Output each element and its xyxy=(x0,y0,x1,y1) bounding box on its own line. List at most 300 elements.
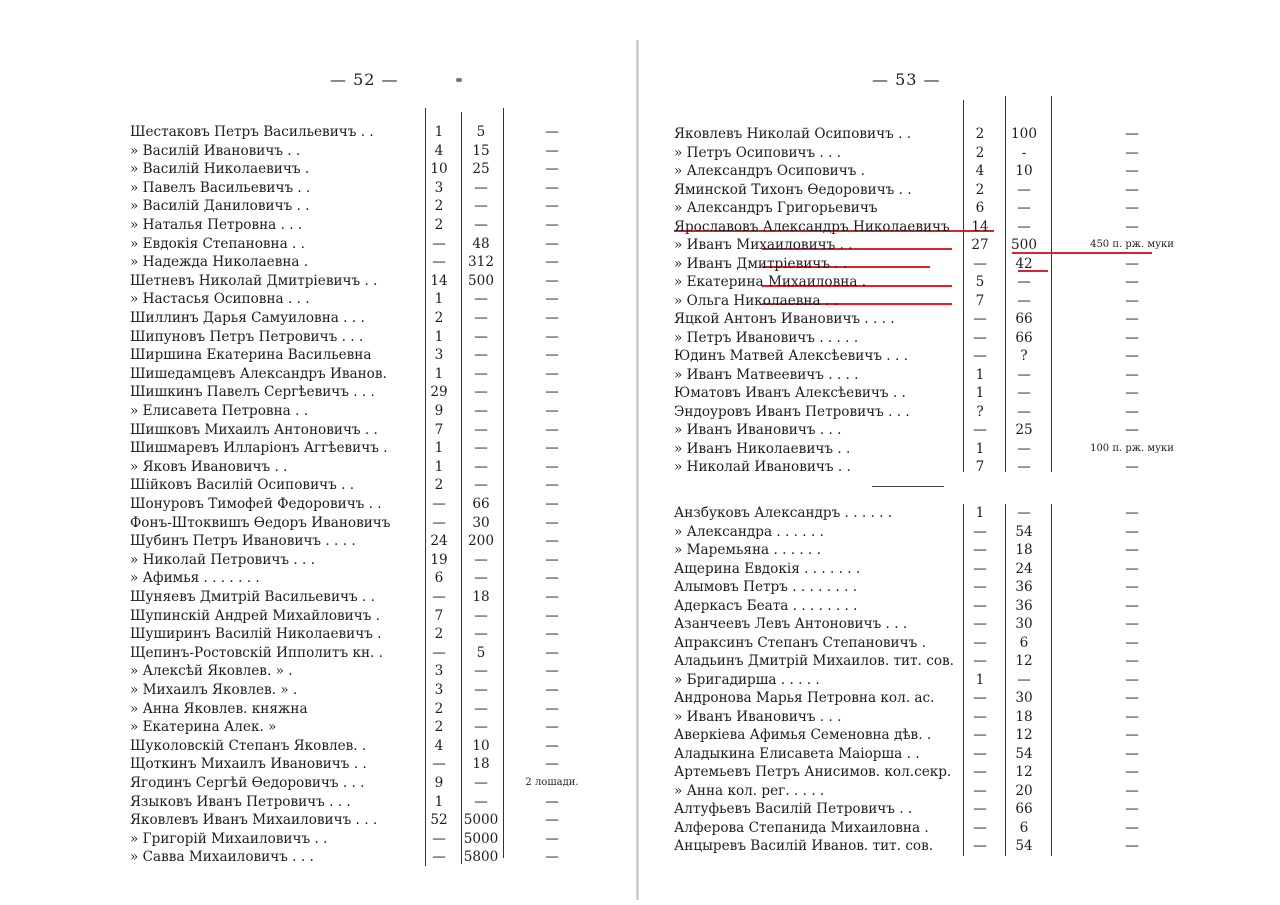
entry-name: Ярославовъ Александръ Николаевичъ xyxy=(674,218,950,235)
table-row xyxy=(130,680,600,700)
entry-name: Яковлевъ Иванъ Михаиловичъ . . . xyxy=(130,812,378,829)
entry-name: » Петръ Ивановичъ . . . . . xyxy=(674,329,859,346)
entry-name: Яминской Тихонъ Ѳедоровичъ . . xyxy=(674,181,912,198)
amount-value: — xyxy=(1017,366,1031,383)
amount-value: 6 xyxy=(1019,819,1029,836)
souls-count: 7 xyxy=(975,459,985,475)
note-value: — xyxy=(1125,385,1139,401)
amount-value: 54 xyxy=(1015,745,1033,762)
entry-name: Алферова Степанида Михаиловна . xyxy=(674,819,929,836)
table-row xyxy=(130,847,600,867)
note-value: — xyxy=(1125,163,1139,179)
amount-value: — xyxy=(474,793,488,810)
table-row xyxy=(674,439,1234,459)
note-value: — xyxy=(545,179,559,196)
table-row xyxy=(674,818,1234,838)
souls-count: 1 xyxy=(975,671,985,688)
table-row xyxy=(674,457,1234,477)
table-row xyxy=(130,513,600,533)
entry-name: Ширшина Екатерина Васильевна xyxy=(130,347,372,364)
table-row xyxy=(674,799,1234,819)
souls-count: 3 xyxy=(434,179,444,196)
note-value: — xyxy=(1125,690,1139,706)
entry-name: Шиллинъ Дарья Самуиловна . . . xyxy=(130,310,365,326)
amount-value: — xyxy=(474,440,488,457)
table-row xyxy=(674,383,1234,403)
note-value: — xyxy=(1125,403,1139,420)
amount-value: — xyxy=(474,365,488,382)
table-row xyxy=(674,688,1234,708)
table-row xyxy=(130,531,600,551)
table-row xyxy=(130,289,600,309)
table-row xyxy=(674,198,1234,218)
entry-name: Анцыревъ Василій Иванов. тит. сов. xyxy=(674,838,934,854)
note-value: — xyxy=(1125,144,1139,161)
table-row xyxy=(130,643,600,663)
souls-count: 4 xyxy=(434,142,444,159)
souls-count: 7 xyxy=(975,292,985,309)
table-row xyxy=(674,161,1234,181)
amount-value: 5 xyxy=(476,644,486,661)
entry-name: » Евдокія Степановна . . xyxy=(130,235,305,252)
souls-count: 5 xyxy=(975,274,985,290)
souls-count: — xyxy=(973,764,987,780)
entry-name: Ягодинъ Сергѣй Ѳедоровичъ . . . xyxy=(130,775,365,791)
entry-name: » Бригадирша . . . . . xyxy=(674,671,820,688)
souls-count: — xyxy=(432,514,446,531)
amount-value: 6 xyxy=(1019,634,1029,651)
amount-value: 200 xyxy=(468,533,494,550)
note-value: — xyxy=(545,124,559,140)
note-value: — xyxy=(1125,181,1139,198)
souls-count: 29 xyxy=(430,384,448,401)
table-row xyxy=(130,754,600,774)
amount-value: ? xyxy=(1020,348,1028,364)
note-value: — xyxy=(1125,200,1139,216)
left-page xyxy=(0,0,636,905)
table-row xyxy=(130,234,600,254)
souls-count: 1 xyxy=(975,366,985,383)
souls-count: 3 xyxy=(434,347,444,364)
note-value: — xyxy=(545,254,559,271)
souls-count: — xyxy=(432,830,446,847)
note-value: — xyxy=(1125,255,1139,272)
entry-name: Фонъ-Штоквишъ Ѳедоръ Ивановичъ xyxy=(130,514,391,531)
entry-name: Шупинскій Андрей Михайловичъ . xyxy=(130,607,381,624)
amount-value: 66 xyxy=(1015,311,1033,327)
note-value: — xyxy=(545,737,559,754)
page-gutter xyxy=(636,40,639,900)
note-value: — xyxy=(1125,727,1139,743)
table-row xyxy=(674,346,1234,366)
note-value: — xyxy=(1125,505,1139,521)
entry-name: Яковлевъ Николай Осиповичъ . . xyxy=(674,126,912,142)
amount-value: 54 xyxy=(1015,838,1033,854)
note-value: — xyxy=(545,830,559,847)
entry-name: » Иванъ Николаевичъ . . xyxy=(674,440,851,457)
table-row xyxy=(130,773,600,793)
entry-name: Шишкинъ Павелъ Сергѣевичъ . . . xyxy=(130,384,375,401)
note-value: — xyxy=(1125,523,1139,540)
amount-value: — xyxy=(474,682,488,698)
souls-count: 1 xyxy=(975,385,985,401)
amount-value: 54 xyxy=(1015,523,1033,540)
amount-value: — xyxy=(474,477,488,494)
amount-value: 12 xyxy=(1015,764,1033,780)
table-row xyxy=(674,725,1234,745)
amount-value: 18 xyxy=(472,589,490,605)
table-row xyxy=(130,587,600,607)
souls-count: — xyxy=(973,616,987,632)
amount-value: 66 xyxy=(1015,329,1033,346)
table-row xyxy=(674,309,1234,329)
entry-name: Алтуфьевъ Василій Петровичъ . . xyxy=(674,801,913,817)
note-value: — xyxy=(1125,579,1139,595)
note-value: 2 лошади. xyxy=(525,777,579,788)
entry-name: Аладьинъ Дмитрій Михаилов. тит. сов. xyxy=(674,653,954,669)
amount-value: — xyxy=(474,179,488,196)
note-value: — xyxy=(545,421,559,438)
entry-name: » Николай Петровичъ . . . xyxy=(130,551,315,568)
souls-count: — xyxy=(973,597,987,614)
amount-value: 10 xyxy=(1015,163,1033,179)
souls-count: 2 xyxy=(434,700,444,717)
table-row xyxy=(130,401,600,421)
entry-name: Шуколовскій Степанъ Яковлев. . xyxy=(130,737,367,754)
souls-count: — xyxy=(973,560,987,577)
entry-name: Языковъ Иванъ Петровичъ . . . xyxy=(130,793,351,810)
souls-count: 4 xyxy=(975,163,985,179)
souls-count: 1 xyxy=(434,291,444,308)
amount-value: 500 xyxy=(468,272,494,289)
entry-name: » Надежда Николаевна . xyxy=(130,254,309,271)
souls-count: — xyxy=(973,523,987,540)
souls-count: 27 xyxy=(971,237,989,253)
amount-value: — xyxy=(474,403,488,419)
note-value: — xyxy=(1125,218,1139,235)
amount-value: 12 xyxy=(1015,727,1033,743)
amount-value: — xyxy=(474,775,488,791)
table-row xyxy=(674,272,1234,292)
table-row xyxy=(674,577,1234,597)
entry-name: Ащерина Евдокія . . . . . . . xyxy=(674,560,861,577)
amount-value: 18 xyxy=(1015,708,1033,725)
table-row xyxy=(674,651,1234,671)
souls-count: 14 xyxy=(971,218,989,235)
note-value: — xyxy=(545,477,559,494)
souls-count: 2 xyxy=(975,181,985,198)
souls-count: 19 xyxy=(430,551,448,568)
table-row xyxy=(674,836,1234,856)
table-row xyxy=(674,235,1234,255)
left-page-number: — 52 — xyxy=(330,70,399,89)
amount-value: — xyxy=(1017,274,1031,290)
souls-count: 1 xyxy=(434,458,444,475)
entry-name: » Екатерина Михаиловна . xyxy=(674,274,867,290)
amount-value: 36 xyxy=(1015,579,1033,595)
souls-count: 1 xyxy=(434,793,444,810)
note-value: — xyxy=(545,142,559,159)
souls-count: 9 xyxy=(434,403,444,419)
entry-name: Щепинъ-Ростовскій Ипполитъ кн. . xyxy=(130,644,383,661)
souls-count: — xyxy=(973,542,987,558)
note-value: — xyxy=(545,644,559,661)
table-row xyxy=(674,744,1234,764)
table-row xyxy=(130,829,600,849)
amount-value: 5800 xyxy=(463,849,499,866)
entry-name: » Михаилъ Яковлев. » . xyxy=(130,682,298,698)
souls-count: 1 xyxy=(434,440,444,457)
entry-name: » Александръ Осиповичъ . xyxy=(674,163,865,179)
table-row xyxy=(130,568,600,588)
amount-value: — xyxy=(474,700,488,717)
amount-value: 24 xyxy=(1015,560,1033,577)
souls-count: 2 xyxy=(434,217,444,233)
note-value: — xyxy=(545,663,559,680)
entry-name: » Елисавета Петровна . . xyxy=(130,403,309,419)
amount-value: — xyxy=(474,310,488,326)
entry-name: Шишмаревъ Илларіонъ Аггѣевичъ . xyxy=(130,440,388,457)
amount-value: — xyxy=(1017,292,1031,309)
amount-value: 5000 xyxy=(463,812,499,829)
table-row xyxy=(130,141,600,161)
souls-count: — xyxy=(973,634,987,651)
souls-count: — xyxy=(973,708,987,725)
note-value: — xyxy=(545,310,559,326)
souls-count: — xyxy=(973,819,987,836)
amount-value: 30 xyxy=(472,514,490,531)
souls-count: — xyxy=(973,311,987,327)
note-value: 100 п. рж. муки xyxy=(1090,442,1174,454)
amount-value: — xyxy=(474,551,488,568)
amount-value: 312 xyxy=(468,254,494,271)
entry-name: Шонуровъ Тимофей Федоровичъ . . xyxy=(130,496,382,512)
entry-name: Азанчеевъ Левъ Антоновичъ . . . xyxy=(674,616,908,632)
note-value: — xyxy=(1125,764,1139,780)
entry-name: » Иванъ Михаиловичъ . . xyxy=(674,237,853,253)
note-value: — xyxy=(545,198,559,215)
entry-name: » Иванъ Ивановичъ . . . xyxy=(674,422,842,438)
amount-value: — xyxy=(474,328,488,345)
amount-value: — xyxy=(474,719,488,736)
amount-value: 66 xyxy=(472,496,490,512)
souls-count: — xyxy=(432,756,446,773)
table-row xyxy=(130,717,600,737)
note-value: — xyxy=(1125,819,1139,836)
table-row xyxy=(130,606,600,626)
note-value: — xyxy=(1125,838,1139,854)
entry-name: » Наталья Петровна . . . xyxy=(130,217,303,233)
table-row xyxy=(674,503,1234,523)
amount-value: 36 xyxy=(1015,597,1033,614)
table-row xyxy=(130,550,600,570)
table-row xyxy=(130,159,600,179)
note-value: — xyxy=(545,551,559,568)
souls-count: — xyxy=(973,745,987,762)
table-row xyxy=(130,364,600,384)
table-row xyxy=(674,633,1234,653)
entry-name: » Николай Ивановичъ . . xyxy=(674,459,851,475)
note-value: — xyxy=(545,365,559,382)
amount-value: — xyxy=(474,663,488,680)
souls-count: — xyxy=(973,801,987,817)
table-row xyxy=(674,291,1234,311)
amount-value: 20 xyxy=(1015,782,1033,799)
amount-value: 30 xyxy=(1015,616,1033,632)
note-value: — xyxy=(545,812,559,829)
souls-count: — xyxy=(973,348,987,364)
souls-count: 3 xyxy=(434,682,444,698)
note-value: — xyxy=(1125,560,1139,577)
souls-count: — xyxy=(432,254,446,271)
note-value: — xyxy=(545,291,559,308)
entry-name: Аверкіева Афимья Семеновна дѣв. . xyxy=(674,727,932,743)
entry-name: » Иванъ Дмитріевичъ . . xyxy=(674,255,848,272)
note-value: — xyxy=(545,440,559,457)
souls-count: 1 xyxy=(434,365,444,382)
note-value: — xyxy=(545,589,559,605)
entry-name: » Анна Яковлев. княжна xyxy=(130,700,308,717)
table-row xyxy=(674,614,1234,634)
entry-name: » Афимья . . . . . . . xyxy=(130,570,260,587)
entry-name: » Екатерина Алек. » xyxy=(130,719,277,736)
souls-count: — xyxy=(973,727,987,743)
souls-count: 24 xyxy=(430,533,448,550)
entry-name: Шуширинъ Василій Николаевичъ . xyxy=(130,626,382,643)
souls-count: — xyxy=(432,589,446,605)
amount-value: 500 xyxy=(1011,237,1037,253)
entry-name: » Павелъ Васильевичъ . . xyxy=(130,179,311,196)
note-value: 450 п. рж. муки xyxy=(1090,239,1174,250)
note-value: — xyxy=(545,570,559,587)
souls-count: 2 xyxy=(434,719,444,736)
amount-value: — xyxy=(474,570,488,587)
entry-name: Андронова Марья Петровна кол. ас. xyxy=(674,690,935,706)
entry-name: Адеркасъ Беата . . . . . . . . xyxy=(674,597,858,614)
amount-value: — xyxy=(474,198,488,215)
souls-count: 1 xyxy=(975,505,985,521)
amount-value: — xyxy=(1017,403,1031,420)
note-value: — xyxy=(1125,348,1139,364)
amount-value: 15 xyxy=(472,142,490,159)
souls-count: 2 xyxy=(434,477,444,494)
table-row xyxy=(130,624,600,644)
souls-count: 10 xyxy=(430,161,448,178)
souls-count: — xyxy=(973,329,987,346)
amount-value: 18 xyxy=(472,756,490,773)
amount-value: — xyxy=(1017,505,1031,521)
table-row xyxy=(674,540,1234,560)
entry-name: Шестаковъ Петръ Васильевичъ . . xyxy=(130,124,374,140)
entry-name: Юдинъ Матвей Алексѣевичъ . . . xyxy=(674,348,908,364)
table-row xyxy=(674,559,1234,579)
souls-count: ? xyxy=(976,403,984,420)
entry-name: Шишедамцевъ Александръ Иванов. xyxy=(130,365,387,382)
entry-name: » Василій Ивановичъ . . xyxy=(130,142,301,159)
entry-name: Щоткинъ Михаилъ Ивановичъ . . xyxy=(130,756,367,773)
souls-count: — xyxy=(432,496,446,512)
note-value: — xyxy=(545,756,559,773)
souls-count: — xyxy=(432,849,446,866)
note-value: — xyxy=(1125,616,1139,632)
ink-speck xyxy=(456,78,462,82)
amount-value: 12 xyxy=(1015,653,1033,669)
souls-count: 4 xyxy=(434,737,444,754)
amount-value: 5000 xyxy=(463,830,499,847)
note-value: — xyxy=(1125,634,1139,651)
amount-value: — xyxy=(1017,181,1031,198)
note-value: — xyxy=(1125,329,1139,346)
note-value: — xyxy=(545,403,559,419)
table-row xyxy=(674,143,1234,163)
entry-name: » Иванъ Матвеевичъ . . . . xyxy=(674,366,859,383)
entry-name: » Савва Михаиловичъ . . . xyxy=(130,849,314,866)
note-value: — xyxy=(545,458,559,475)
entry-name: Шетневъ Николай Дмитріевичъ . . xyxy=(130,272,378,289)
amount-value: 48 xyxy=(472,235,490,252)
souls-count: 7 xyxy=(434,421,444,438)
table-row xyxy=(674,596,1234,616)
entry-name: » Василій Даниловичъ . . xyxy=(130,198,310,215)
note-value: — xyxy=(1125,801,1139,817)
amount-value: — xyxy=(474,607,488,624)
amount-value: 66 xyxy=(1015,801,1033,817)
table-row xyxy=(674,420,1234,440)
souls-count: 7 xyxy=(434,607,444,624)
note-value: — xyxy=(545,496,559,512)
note-value: — xyxy=(545,272,559,289)
table-row xyxy=(674,522,1234,542)
souls-count: 2 xyxy=(434,198,444,215)
table-row xyxy=(130,196,600,216)
note-value: — xyxy=(1125,274,1139,290)
entry-name: Шубинъ Петръ Ивановичъ . . . . xyxy=(130,533,356,550)
souls-count: 6 xyxy=(434,570,444,587)
amount-value: — xyxy=(1017,200,1031,216)
note-value: — xyxy=(545,849,559,866)
souls-count: 2 xyxy=(434,310,444,326)
table-row xyxy=(130,271,600,291)
note-value: — xyxy=(1125,126,1139,142)
table-row xyxy=(130,252,600,272)
table-row xyxy=(130,327,600,347)
souls-count: — xyxy=(973,255,987,272)
entry-name: Шуняевъ Дмитрій Васильевичъ . . xyxy=(130,589,375,605)
note-value: — xyxy=(545,347,559,364)
right-page xyxy=(640,0,1280,905)
amount-value: — xyxy=(474,626,488,643)
amount-value: 30 xyxy=(1015,690,1033,706)
table-row xyxy=(674,365,1234,385)
souls-count: 1 xyxy=(434,328,444,345)
table-row xyxy=(130,420,600,440)
entry-name: » Александръ Григорьевичъ xyxy=(674,200,878,216)
souls-count: 2 xyxy=(434,626,444,643)
souls-count: 1 xyxy=(975,440,985,457)
note-value: — xyxy=(1125,671,1139,688)
souls-count: — xyxy=(973,653,987,669)
table-row xyxy=(130,457,600,477)
souls-count: 14 xyxy=(430,272,448,289)
entry-name: Аладыкина Елисавета Маіорша . . xyxy=(674,745,920,762)
entry-name: Шипуновъ Петръ Петровичъ . . . xyxy=(130,328,364,345)
amount-value: - xyxy=(1021,144,1027,161)
amount-value: 100 xyxy=(1011,126,1037,142)
souls-count: 3 xyxy=(434,663,444,680)
note-value: — xyxy=(1125,542,1139,558)
entry-name: » Григорій Михаиловичъ . . xyxy=(130,830,328,847)
entry-name: Апраксинъ Степанъ Степановичъ . xyxy=(674,634,926,651)
